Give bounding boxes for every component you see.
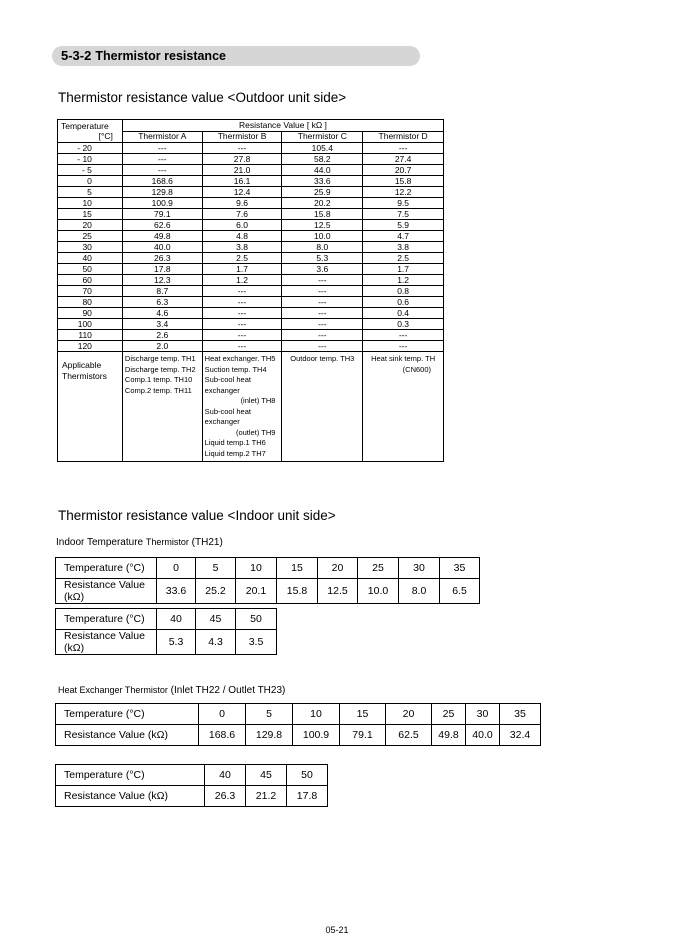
resistance-cell: 100.9 bbox=[293, 725, 340, 746]
resistance-cell: 58.2 bbox=[282, 154, 363, 165]
applicable-label-line: Thermistors bbox=[62, 371, 107, 381]
resistance-cell: 32.4 bbox=[500, 725, 541, 746]
temperature-cell: 5 bbox=[246, 704, 293, 725]
indoor-title-main: Indoor Temperature bbox=[56, 537, 144, 548]
temperature-cell: 35 bbox=[440, 558, 480, 579]
temperature-cell: 40 bbox=[205, 765, 246, 786]
temperature-cell: 25 bbox=[358, 558, 399, 579]
table-row bbox=[58, 187, 444, 198]
applicable-thermistor-line: Comp.1 temp. TH10 bbox=[124, 375, 193, 384]
temperature-cell: 25 bbox=[432, 704, 466, 725]
applicable-thermistor-line: (outlet) TH9 bbox=[235, 427, 276, 437]
resistance-cell: 3.6 bbox=[282, 264, 363, 275]
hx-title-tag: (Inlet TH22 / Outlet TH23) bbox=[170, 685, 286, 696]
table-row bbox=[58, 319, 444, 330]
resistance-label: Resistance Value (kΩ) bbox=[56, 579, 157, 604]
temperature-cell: 50 bbox=[58, 264, 123, 275]
resistance-label: Resistance Value (kΩ) bbox=[56, 725, 199, 746]
resistance-cell: 16.1 bbox=[202, 176, 282, 187]
resistance-cell: --- bbox=[282, 341, 363, 352]
resistance-label: Resistance Value (kΩ) bbox=[56, 630, 157, 655]
resistance-cell: 0.6 bbox=[363, 297, 444, 308]
resistance-cell: 6.5 bbox=[440, 579, 480, 604]
resistance-cell: 1.2 bbox=[202, 275, 282, 286]
resistance-cell: 40.0 bbox=[122, 242, 202, 253]
resistance-cell: 12.4 bbox=[202, 187, 282, 198]
resistance-cell: 15.8 bbox=[277, 579, 318, 604]
temperature-cell: 80 bbox=[58, 297, 123, 308]
resistance-cell: 129.8 bbox=[122, 187, 202, 198]
column-header-thermistor: Thermistor D bbox=[363, 131, 444, 143]
temperature-label: Temperature (°C) bbox=[56, 704, 199, 725]
resistance-cell: --- bbox=[282, 286, 363, 297]
resistance-cell: 17.8 bbox=[122, 264, 202, 275]
temperature-row bbox=[56, 765, 328, 786]
temperature-cell: 20 bbox=[58, 220, 123, 231]
temperature-cell: 90 bbox=[58, 308, 123, 319]
temperature-cell: 5 bbox=[58, 187, 123, 198]
resistance-cell: --- bbox=[282, 330, 363, 341]
temperature-cell: 5 bbox=[196, 558, 236, 579]
resistance-label: Resistance Value (kΩ) bbox=[56, 786, 205, 807]
resistance-cell: 21.0 bbox=[202, 165, 282, 176]
applicable-thermistor-line: Discharge temp. TH1 bbox=[124, 354, 196, 363]
resistance-cell: 3.5 bbox=[236, 630, 277, 655]
temperature-cell: 0 bbox=[199, 704, 246, 725]
table-row bbox=[58, 264, 444, 275]
resistance-cell: 100.9 bbox=[122, 198, 202, 209]
resistance-cell: 2.5 bbox=[363, 253, 444, 264]
resistance-cell: 5.3 bbox=[282, 253, 363, 264]
applicable-thermistors-cell bbox=[202, 352, 282, 462]
temperature-row bbox=[56, 558, 480, 579]
resistance-cell: 3.4 bbox=[122, 319, 202, 330]
temperature-cell: 0 bbox=[58, 176, 123, 187]
applicable-thermistors-row bbox=[58, 352, 444, 462]
table-row bbox=[58, 220, 444, 231]
resistance-cell: 25.2 bbox=[196, 579, 236, 604]
temperature-cell: 45 bbox=[246, 765, 287, 786]
table-row bbox=[58, 341, 444, 352]
table-row bbox=[58, 286, 444, 297]
resistance-cell: 33.6 bbox=[282, 176, 363, 187]
resistance-cell: 2.0 bbox=[122, 341, 202, 352]
column-header-thermistor: Thermistor C bbox=[282, 131, 363, 143]
section-number: 5-3-2 bbox=[61, 48, 92, 63]
temperature-label: Temperature (°C) bbox=[56, 558, 157, 579]
temperature-cell: 20 bbox=[318, 558, 358, 579]
resistance-cell: 62.5 bbox=[386, 725, 432, 746]
section-title: Thermistor resistance bbox=[95, 49, 226, 63]
resistance-cell: --- bbox=[122, 165, 202, 176]
indoor-title-small: Thermistor bbox=[145, 537, 189, 547]
applicable-thermistors-cell bbox=[122, 352, 202, 462]
table-row bbox=[58, 209, 444, 220]
resistance-row bbox=[56, 725, 541, 746]
section-header bbox=[52, 46, 420, 66]
resistance-cell: 8.0 bbox=[399, 579, 440, 604]
resistance-cell: 4.6 bbox=[122, 308, 202, 319]
indoor-heading: Thermistor resistance value <Indoor unit side> bbox=[58, 508, 336, 523]
resistance-cell: 6.3 bbox=[122, 297, 202, 308]
applicable-thermistor-line: Comp.2 temp. TH11 bbox=[124, 385, 192, 395]
resistance-cell: --- bbox=[202, 308, 282, 319]
resistance-cell: 7.5 bbox=[363, 209, 444, 220]
table-row bbox=[58, 308, 444, 319]
resistance-cell: 3.8 bbox=[363, 242, 444, 253]
temperature-cell: 60 bbox=[58, 275, 123, 286]
indoor-table-1 bbox=[55, 557, 480, 604]
resistance-cell: 168.6 bbox=[199, 725, 246, 746]
resistance-cell: 3.8 bbox=[202, 242, 282, 253]
temperature-cell: 10 bbox=[58, 198, 123, 209]
resistance-cell: 1.2 bbox=[363, 275, 444, 286]
resistance-cell: --- bbox=[282, 275, 363, 286]
applicable-label-line: Applicable bbox=[62, 360, 102, 370]
temperature-cell: 45 bbox=[196, 609, 236, 630]
temperature-cell: 30 bbox=[58, 242, 123, 253]
temperature-cell: 15 bbox=[277, 558, 318, 579]
resistance-cell: 8.0 bbox=[282, 242, 363, 253]
temperature-header-unit: [°C] bbox=[98, 131, 113, 141]
temperature-cell: 10 bbox=[293, 704, 340, 725]
outdoor-resistance-table bbox=[57, 119, 444, 462]
resistance-cell: 4.8 bbox=[202, 231, 282, 242]
resistance-cell: --- bbox=[282, 319, 363, 330]
temperature-row bbox=[56, 609, 277, 630]
temperature-cell: 70 bbox=[58, 286, 123, 297]
resistance-cell: 2.6 bbox=[122, 330, 202, 341]
temperature-header bbox=[58, 120, 123, 143]
temperature-label: Temperature (°C) bbox=[56, 765, 205, 786]
resistance-cell: 9.5 bbox=[363, 198, 444, 209]
resistance-cell: --- bbox=[363, 341, 444, 352]
resistance-cell: 20.1 bbox=[236, 579, 277, 604]
resistance-cell: 7.6 bbox=[202, 209, 282, 220]
resistance-cell: 2.5 bbox=[202, 253, 282, 264]
resistance-cell: --- bbox=[202, 297, 282, 308]
resistance-cell: --- bbox=[122, 154, 202, 165]
applicable-thermistor-line: Heat exchanger. TH5 bbox=[204, 354, 276, 363]
resistance-cell: 0.3 bbox=[363, 319, 444, 330]
table-row bbox=[58, 143, 444, 154]
resistance-cell: 0.4 bbox=[363, 308, 444, 319]
table-row bbox=[58, 330, 444, 341]
resistance-row bbox=[56, 579, 480, 604]
resistance-cell: 62.6 bbox=[122, 220, 202, 231]
resistance-cell: --- bbox=[282, 308, 363, 319]
resistance-cell: 49.8 bbox=[122, 231, 202, 242]
applicable-thermistor-line: Liquid temp.1 TH6 bbox=[204, 438, 266, 447]
temperature-header-label: Temperature bbox=[61, 121, 109, 131]
applicable-thermistor-line: Sub-cool heat exchanger bbox=[204, 406, 251, 426]
resistance-cell: 49.8 bbox=[432, 725, 466, 746]
hx-title-small: Heat Exchanger Thermistor bbox=[58, 685, 168, 695]
temperature-cell: 20 bbox=[386, 704, 432, 725]
resistance-cell: 20.7 bbox=[363, 165, 444, 176]
header-row bbox=[58, 120, 444, 132]
temperature-label: Temperature (°C) bbox=[56, 609, 157, 630]
applicable-thermistor-line: Suction temp. TH4 bbox=[204, 364, 267, 374]
resistance-cell: --- bbox=[282, 297, 363, 308]
temperature-cell: 120 bbox=[58, 341, 123, 352]
applicable-thermistor-line: (CN600) bbox=[402, 364, 431, 374]
outdoor-heading: Thermistor resistance value <Outdoor unit side> bbox=[58, 90, 347, 105]
resistance-cell: --- bbox=[363, 143, 444, 154]
resistance-cell: 15.8 bbox=[282, 209, 363, 220]
resistance-cell: 129.8 bbox=[246, 725, 293, 746]
table-row bbox=[58, 253, 444, 264]
resistance-cell: 40.0 bbox=[466, 725, 500, 746]
applicable-thermistor-line: Sub-cool heat exchanger bbox=[204, 375, 251, 395]
resistance-row bbox=[56, 786, 328, 807]
resistance-cell: 4.7 bbox=[363, 231, 444, 242]
resistance-cell: --- bbox=[202, 319, 282, 330]
temperature-cell: 0 bbox=[157, 558, 196, 579]
applicable-thermistor-line: Discharge temp. TH2 bbox=[124, 364, 196, 374]
resistance-cell: 15.8 bbox=[363, 176, 444, 187]
resistance-cell: 12.3 bbox=[122, 275, 202, 286]
resistance-cell: 17.8 bbox=[287, 786, 328, 807]
temperature-cell: 15 bbox=[340, 704, 386, 725]
temperature-cell: 40 bbox=[157, 609, 196, 630]
table-row bbox=[58, 154, 444, 165]
temperature-cell: 40 bbox=[58, 253, 123, 264]
resistance-cell: --- bbox=[122, 143, 202, 154]
resistance-cell: 25.9 bbox=[282, 187, 363, 198]
resistance-cell: 12.2 bbox=[363, 187, 444, 198]
resistance-cell: --- bbox=[363, 330, 444, 341]
applicable-thermistors-cell bbox=[363, 352, 444, 462]
resistance-cell: 33.6 bbox=[157, 579, 196, 604]
temperature-cell: 15 bbox=[58, 209, 123, 220]
table-row bbox=[58, 231, 444, 242]
applicable-thermistor-line: Outdoor temp. TH3 bbox=[290, 354, 355, 363]
hx-thermistor-title bbox=[58, 685, 285, 696]
resistance-cell: 1.7 bbox=[202, 264, 282, 275]
applicable-label bbox=[58, 352, 123, 462]
applicable-thermistors-cell bbox=[282, 352, 363, 462]
resistance-cell: 8.7 bbox=[122, 286, 202, 297]
temperature-row bbox=[56, 704, 541, 725]
page-number: 05-21 bbox=[325, 925, 349, 935]
resistance-cell: 20.2 bbox=[282, 198, 363, 209]
hx-table-2 bbox=[55, 764, 328, 807]
applicable-thermistor-line: Liquid temp.2 TH7 bbox=[204, 448, 266, 458]
resistance-cell: 12.5 bbox=[282, 220, 363, 231]
resistance-cell: 4.3 bbox=[196, 630, 236, 655]
temperature-cell: 30 bbox=[399, 558, 440, 579]
temperature-cell: - 20 bbox=[58, 143, 123, 154]
resistance-cell: 79.1 bbox=[122, 209, 202, 220]
resistance-cell: 9.6 bbox=[202, 198, 282, 209]
resistance-cell: 1.7 bbox=[363, 264, 444, 275]
resistance-cell: 168.6 bbox=[122, 176, 202, 187]
resistance-cell: 0.8 bbox=[363, 286, 444, 297]
resistance-cell: 12.5 bbox=[318, 579, 358, 604]
hx-table-1 bbox=[55, 703, 541, 746]
temperature-cell: 50 bbox=[287, 765, 328, 786]
resistance-cell: --- bbox=[202, 286, 282, 297]
resistance-row bbox=[56, 630, 277, 655]
table-row bbox=[58, 165, 444, 176]
temperature-cell: 35 bbox=[500, 704, 541, 725]
indoor-table-2 bbox=[55, 608, 277, 655]
resistance-cell: 27.4 bbox=[363, 154, 444, 165]
table-row bbox=[58, 242, 444, 253]
resistance-value-header: Resistance Value [ kΩ ] bbox=[122, 120, 443, 132]
applicable-thermistor-line: Heat sink temp. TH bbox=[371, 354, 436, 363]
resistance-cell: 27.8 bbox=[202, 154, 282, 165]
resistance-cell: 10.0 bbox=[358, 579, 399, 604]
temperature-cell: - 5 bbox=[58, 165, 123, 176]
column-header-thermistor: Thermistor A bbox=[122, 131, 202, 143]
column-header-thermistor: Thermistor B bbox=[202, 131, 282, 143]
applicable-thermistor-line: (inlet) TH8 bbox=[240, 396, 276, 405]
temperature-cell: 50 bbox=[236, 609, 277, 630]
table-row bbox=[58, 176, 444, 187]
temperature-cell: 100 bbox=[58, 319, 123, 330]
resistance-cell: --- bbox=[202, 341, 282, 352]
resistance-cell: 10.0 bbox=[282, 231, 363, 242]
temperature-cell: 25 bbox=[58, 231, 123, 242]
table-row bbox=[58, 198, 444, 209]
table-row bbox=[58, 297, 444, 308]
resistance-cell: 5.9 bbox=[363, 220, 444, 231]
resistance-cell: 26.3 bbox=[122, 253, 202, 264]
resistance-cell: 5.3 bbox=[157, 630, 196, 655]
resistance-cell: 79.1 bbox=[340, 725, 386, 746]
resistance-cell: --- bbox=[202, 330, 282, 341]
resistance-cell: 105.4 bbox=[282, 143, 363, 154]
resistance-cell: 6.0 bbox=[202, 220, 282, 231]
temperature-cell: 10 bbox=[236, 558, 277, 579]
table-row bbox=[58, 275, 444, 286]
temperature-cell: 30 bbox=[466, 704, 500, 725]
resistance-cell: 21.2 bbox=[246, 786, 287, 807]
resistance-cell: 26.3 bbox=[205, 786, 246, 807]
resistance-cell: --- bbox=[202, 143, 282, 154]
temperature-cell: 110 bbox=[58, 330, 123, 341]
temperature-cell: - 10 bbox=[58, 154, 123, 165]
indoor-title-tag: (TH21) bbox=[191, 537, 223, 548]
resistance-cell: 44.0 bbox=[282, 165, 363, 176]
indoor-temp-thermistor-title bbox=[56, 537, 223, 548]
